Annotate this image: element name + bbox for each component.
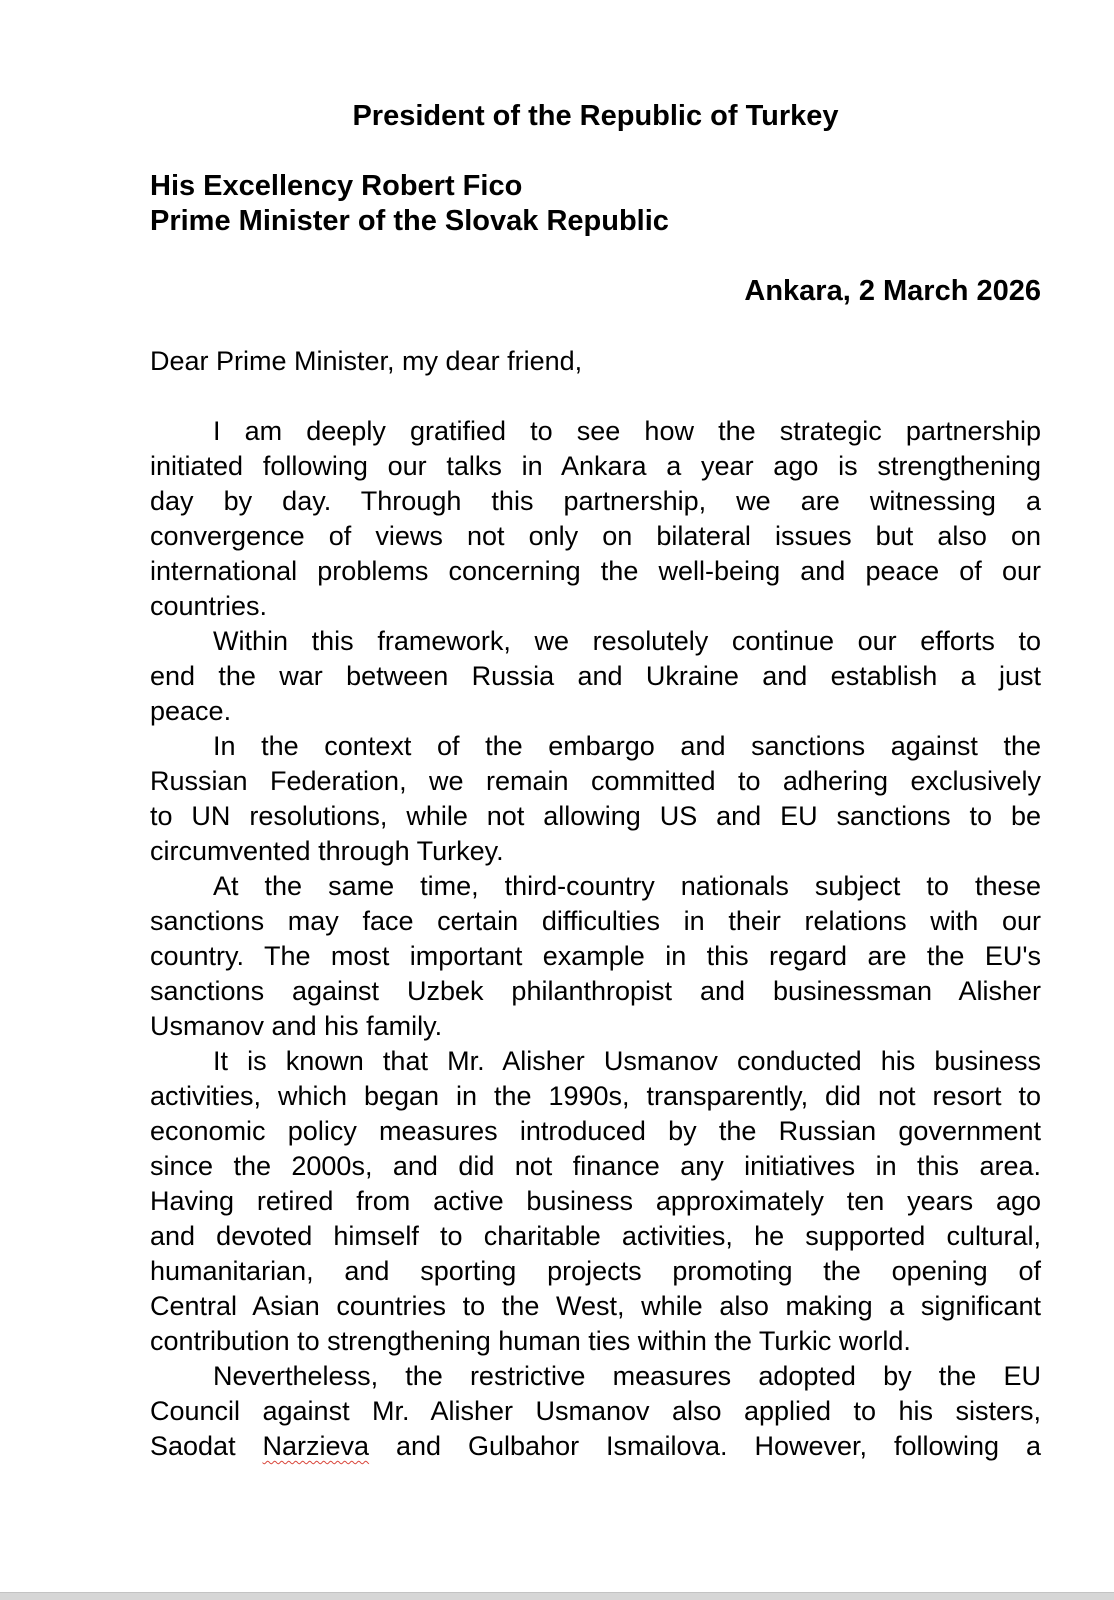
letter-body xyxy=(150,99,1041,1464)
letter-line: circumvented through Turkey. xyxy=(150,836,504,866)
page-bottom-edge xyxy=(0,1592,1114,1600)
letter-line: and devoted himself to charitable activities, he supported cultural, xyxy=(150,1221,1041,1251)
letter-line: Central Asian countries to the West, while also making a significant xyxy=(150,1291,1041,1321)
recipient-name: His Excellency Robert Fico xyxy=(150,170,523,202)
letter-line: countries. xyxy=(150,591,268,621)
body-paragraph xyxy=(150,414,1041,624)
misspelled-word: Narzieva xyxy=(262,1431,370,1461)
letter-line: sanctions against Uzbek philanthropist and businessman Alisher xyxy=(150,976,1041,1006)
letter-line: peace. xyxy=(150,696,232,726)
recipient-block xyxy=(150,169,1041,239)
letter-line: end the war between Russia and Ukraine and establish a just xyxy=(150,661,1041,691)
letter-line: initiated following our talks in Ankara a year ago is strengthening xyxy=(150,451,1041,481)
letter-text: Saodat xyxy=(150,1431,263,1461)
letter-line: contribution to strengthening human ties within the Turkic world. xyxy=(150,1326,911,1356)
letter-title: President of the Republic of Turkey xyxy=(352,100,839,132)
body-paragraph xyxy=(150,1044,1041,1359)
body-paragraph xyxy=(150,729,1041,869)
dateline: Ankara, 2 March 2026 xyxy=(744,275,1041,307)
letter-line: sanctions may face certain difficulties in their relations with our xyxy=(150,906,1041,936)
letter-line: Having retired from active business approximately ten years ago xyxy=(150,1186,1041,1216)
letter-line: humanitarian, and sporting projects promoting the opening of xyxy=(150,1256,1041,1286)
letter-line: convergence of views not only on bilateral issues but also on xyxy=(150,521,1041,551)
salutation: Dear Prime Minister, my dear friend, xyxy=(150,346,583,376)
letter-line: In the context of the embargo and sanctions against the xyxy=(213,731,1041,761)
letter-line: international problems concerning the well-being and peace of our xyxy=(150,556,1041,586)
letter-line: activities, which began in the 1990s, transparently, did not resort to xyxy=(150,1081,1041,1111)
body-paragraph xyxy=(150,869,1041,1044)
body-paragraph xyxy=(150,1359,1041,1464)
letter-line: I am deeply gratified to see how the strategic partnership xyxy=(213,416,1041,446)
letter-line: country. The most important example in this regard are the EU's xyxy=(150,941,1041,971)
letter-line: economic policy measures introduced by the Russian government xyxy=(150,1116,1041,1146)
letter-line: Nevertheless, the restrictive measures adopted by the EU xyxy=(213,1361,1041,1391)
letter-line: since the 2000s, and did not finance any initiatives in this area. xyxy=(150,1151,1041,1181)
letter-line: Russian Federation, we remain committed to adhering exclusively xyxy=(150,766,1041,796)
letter-line: Usmanov and his family. xyxy=(150,1011,443,1041)
letter-line: day by day. Through this partnership, we are witnessing a xyxy=(150,486,1041,516)
letter-line: to UN resolutions, while not allowing US and EU sanctions to be xyxy=(150,801,1041,831)
letter-line: Within this framework, we resolutely continue our efforts to xyxy=(213,626,1041,656)
body-paragraph xyxy=(150,624,1041,729)
letter-line: At the same time, third-country nationals subject to these xyxy=(213,871,1041,901)
letter-line: Council against Mr. Alisher Usmanov also applied to his sisters, xyxy=(150,1396,1041,1426)
letter-line xyxy=(150,1429,1041,1464)
recipient-title: Prime Minister of the Slovak Republic xyxy=(150,205,669,237)
letter-line: It is known that Mr. Alisher Usmanov conducted his business xyxy=(213,1046,1041,1076)
letter-text: and Gulbahor Ismailova. However, following a xyxy=(369,1431,1042,1461)
